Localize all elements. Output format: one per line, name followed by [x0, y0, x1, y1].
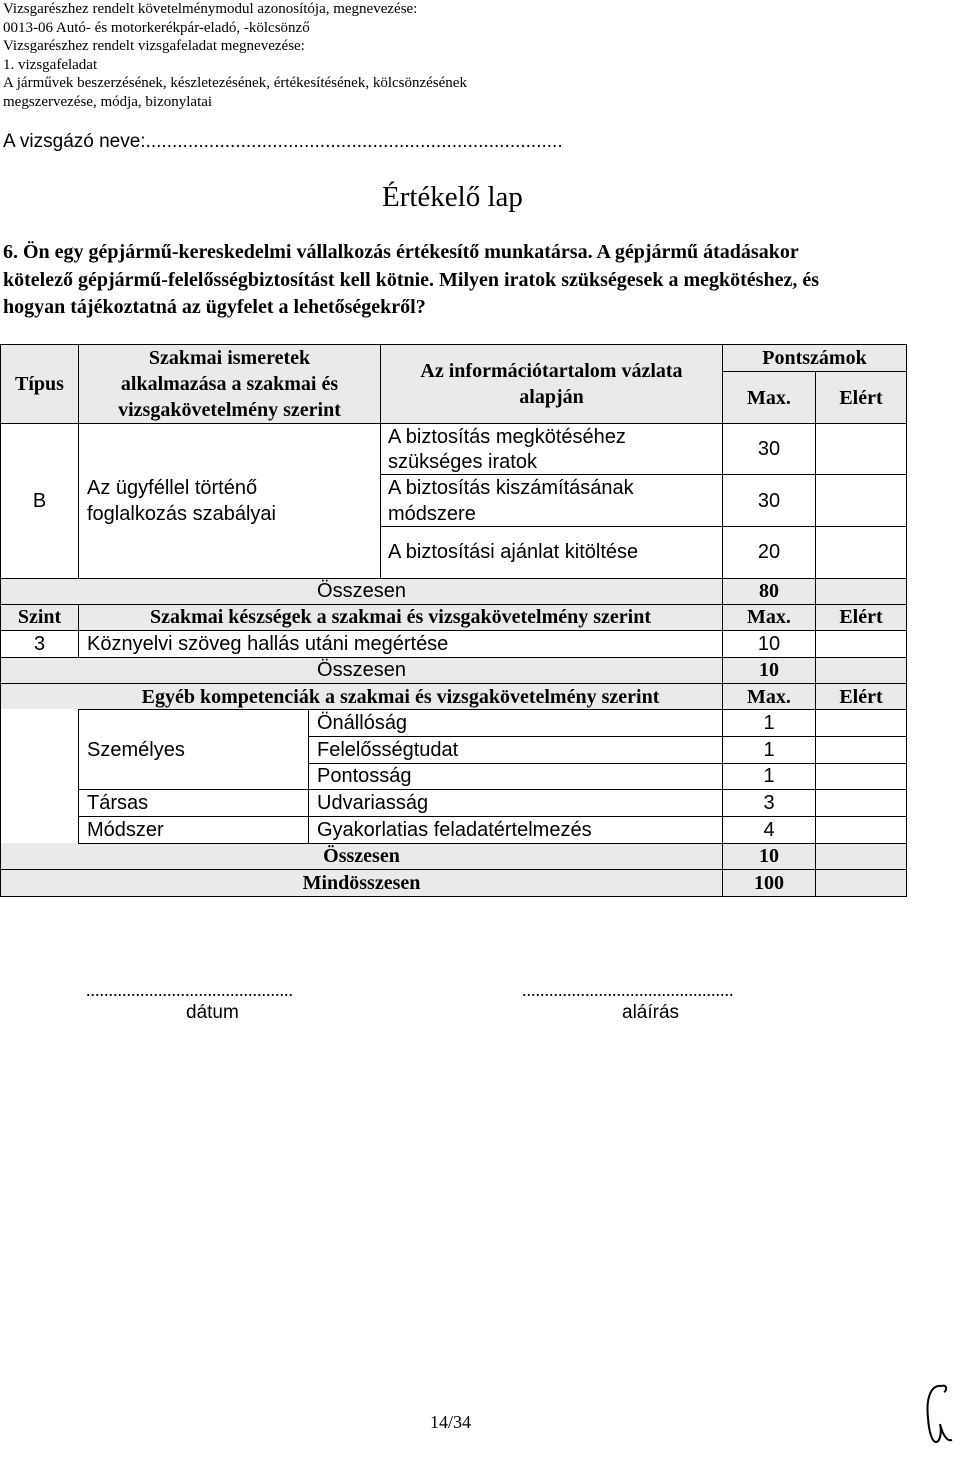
outline-item-line: A biztosítás megkötéséhez: [388, 426, 626, 448]
candidate-name-line: A vizsgázó neve:...............................................................................: [3, 131, 563, 152]
max-header: Max.: [747, 387, 791, 409]
page-number: 14/34: [430, 1412, 472, 1432]
competency-max: 1: [763, 712, 775, 734]
competency-max: 3: [763, 792, 775, 814]
competency-item: Gyakorlatias feladatértelmezés: [317, 819, 592, 841]
competency-max: 4: [763, 819, 775, 841]
topic-line: foglalkozás szabályai: [87, 503, 276, 525]
header-line: Vizsgarészhez rendelt vizsgafeladat megnevezése:: [3, 38, 305, 54]
outline-item-line: szükséges iratok: [388, 451, 537, 473]
outline-item-line: A biztosítás kiszámításának: [388, 477, 634, 499]
header-line: Vizsgarészhez rendelt követelménymodul azonosítója, megnevezése:: [3, 1, 418, 17]
other-total: 10: [759, 845, 779, 867]
knowledge-total-label: Összesen: [317, 580, 406, 602]
skills-achieved-header: Elért: [839, 606, 883, 628]
other-section-header: Egyéb kompetenciák a szakmai és vizsgakövetelmény szerint: [141, 686, 660, 708]
social-label: Társas: [87, 792, 149, 814]
level-header: Szint: [17, 606, 62, 628]
date-dots: ..............................................: [86, 980, 293, 1000]
header-line: A járművek beszerzésének, készletezésének, értékesítésének, kölcsönzésének: [3, 75, 467, 91]
competency-max: 1: [763, 739, 775, 761]
competency-max: 1: [763, 765, 775, 787]
header-line: 0013-06 Autó- és motorkerékpár-eladó, -kölcsönző: [3, 19, 310, 36]
other-total-label: Összesen: [323, 845, 400, 867]
signature-label: aláírás: [622, 1002, 680, 1023]
outline-item-line: módszere: [388, 503, 476, 525]
page-title: Értékelő lap: [382, 181, 523, 213]
question-line: kötelező gépjármű-felelősségbiztosítást kell kötnie. Milyen iratok szükségesek a megkötéshez, és: [3, 268, 819, 291]
skills-max-header: Max.: [747, 606, 791, 628]
skills-header-line: Szakmai ismeretek: [148, 347, 311, 369]
skill-item-max: 10: [757, 633, 781, 655]
type-value: B: [32, 490, 47, 512]
outline-item-max: 20: [757, 541, 781, 563]
initials-mark-icon: [920, 1380, 956, 1450]
skills-section-header: Szakmai készségek a szakmai és vizsgakövetelmény szerint: [149, 606, 652, 628]
knowledge-total: 80: [759, 580, 779, 602]
question-line: 6. Ön egy gépjármű-kereskedelmi vállalkozás értékesítő munkatársa. A gépjármű átadásakor: [3, 241, 799, 263]
points-header: Pontszámok: [762, 347, 867, 369]
outline-item-max: 30: [757, 438, 781, 460]
method-label: Módszer: [87, 819, 164, 841]
outline-item-max: 30: [757, 490, 781, 512]
grand-total: 100: [754, 872, 784, 894]
skills-header-line: alkalmazása a szakmai és: [120, 373, 339, 395]
personal-label: Személyes: [87, 739, 185, 761]
other-achieved-header: Elért: [839, 686, 883, 708]
skills-total-label: Összesen: [317, 659, 406, 681]
outline-header-line: alapján: [519, 386, 584, 408]
outline-item-line: A biztosítási ajánlat kitöltése: [388, 541, 639, 563]
skill-item: Köznyelvi szöveg hallás utáni megértése: [87, 633, 449, 655]
signature-dots: ...............................................: [522, 980, 734, 1000]
competency-item: Önállóság: [317, 712, 408, 734]
competency-item: Felelősségtudat: [317, 739, 459, 761]
competency-item: Pontosság: [317, 765, 412, 787]
type-header: Típus: [15, 373, 64, 395]
skill-level: 3: [33, 633, 46, 655]
other-max-header: Max.: [747, 686, 791, 708]
competency-item: Udvariasság: [317, 792, 429, 814]
grand-total-label: Mindösszesen: [302, 872, 421, 894]
topic-line: Az ügyféllel történő: [87, 477, 258, 499]
skills-header-line: vizsgakövetelmény szerint: [118, 399, 341, 421]
outline-header-line: Az információtartalom vázlata: [420, 360, 683, 382]
achieved-header: Elért: [839, 387, 883, 409]
header-line: megszervezése, módja, bizonylatai: [3, 93, 213, 110]
skills-total: 10: [759, 659, 779, 681]
question-line: hogyan tájékoztatná az ügyfelet a lehetőségekről?: [3, 296, 426, 318]
date-label: dátum: [186, 1002, 239, 1023]
header-line: 1. vizsgafeladat: [3, 56, 98, 73]
